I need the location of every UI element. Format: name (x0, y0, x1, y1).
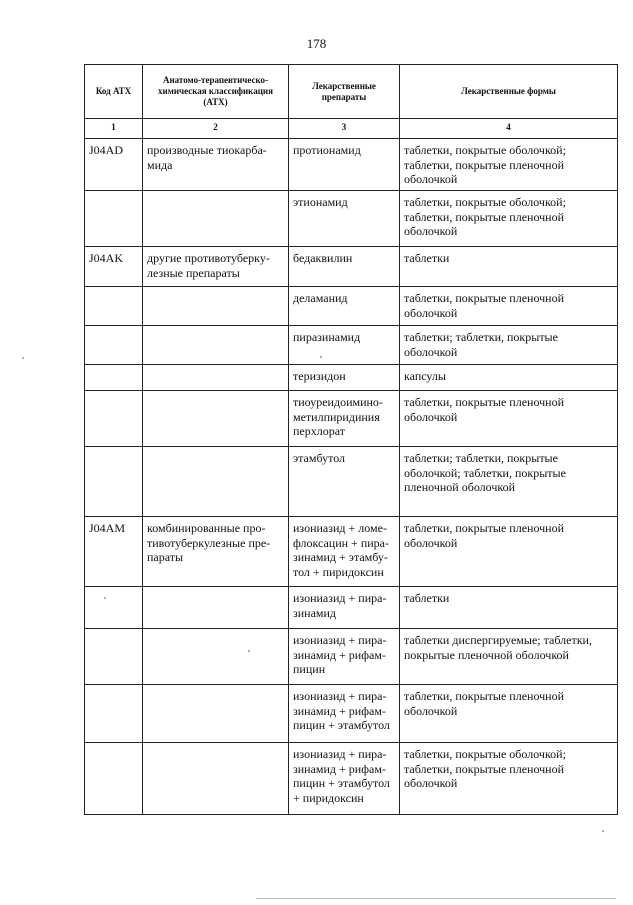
forms-cell: таблетки, покрытые пленочной оболочкой (400, 287, 618, 326)
scan-speck (22, 357, 24, 359)
table-row (85, 587, 618, 629)
drug-cell: этамбутол (289, 447, 400, 517)
atx-code-cell (85, 191, 143, 247)
drug-cell: протионамид (289, 139, 400, 191)
classification-cell (143, 629, 289, 685)
forms-cell: таблетки, покрытые оболочкой; таблетки, покрытые пленочной оболочкой (400, 743, 618, 815)
drug-cell: тиоуреидоимино-метилпиридиния перхлорат (289, 391, 400, 447)
forms-cell: таблетки (400, 247, 618, 287)
forms-cell: таблетки, покрытые пленочной оболочкой (400, 685, 618, 743)
column-number: 3 (289, 119, 400, 139)
classification-cell: другие противотуберку-лезные препараты (143, 247, 289, 287)
table-row (85, 743, 618, 815)
page-number: 178 (306, 36, 327, 51)
forms-cell: таблетки, покрытые оболочкой; таблетки, покрытые пленочной оболочкой (400, 139, 618, 191)
atx-code-cell (85, 447, 143, 517)
scan-speck (248, 650, 250, 652)
header-forms: Лекарственные формы (400, 65, 618, 119)
atx-code-cell (85, 326, 143, 365)
atx-code-cell (85, 287, 143, 326)
drug-cell: теризидон (289, 365, 400, 391)
scan-speck (104, 597, 106, 599)
scan-edge-line (256, 898, 616, 899)
drug-cell: изониазид + пира-зинамид + рифам-пицин + этамбутол (289, 685, 400, 743)
drug-cell: изониазид + пира-зинамид + рифам-пицин (289, 629, 400, 685)
forms-cell: капсулы (400, 365, 618, 391)
forms-cell: таблетки, покрытые пленочной оболочкой (400, 517, 618, 587)
atx-code-cell (85, 365, 143, 391)
table-row (85, 247, 618, 287)
classification-cell: комбинированные про-тивотуберкулезные пре-параты (143, 517, 289, 587)
drug-cell: изониазид + ломе-флоксацин + пира-зинамид + этамбу-тол + пиридоксин (289, 517, 400, 587)
scan-speck (602, 830, 604, 832)
atx-code-cell (85, 743, 143, 815)
column-number-row (85, 119, 618, 139)
classification-cell (143, 391, 289, 447)
atx-code-cell (85, 391, 143, 447)
classification-cell (143, 365, 289, 391)
classification-cell (143, 685, 289, 743)
table-row (85, 365, 618, 391)
forms-cell: таблетки; таблетки, покрытые оболочкой (400, 326, 618, 365)
table-row (85, 629, 618, 685)
table-row (85, 191, 618, 247)
forms-cell: таблетки диспергируемые; таблетки, покрытые пленочной оболочкой (400, 629, 618, 685)
atx-table (84, 64, 618, 815)
classification-cell (143, 447, 289, 517)
forms-cell: таблетки, покрытые оболочкой; таблетки, покрытые пленочной оболочкой (400, 191, 618, 247)
forms-cell: таблетки (400, 587, 618, 629)
classification-cell (143, 743, 289, 815)
atx-code-cell (85, 629, 143, 685)
header-drugs: Лекарственные препараты (289, 65, 400, 119)
classification-cell: производные тиокарба-мида (143, 139, 289, 191)
drug-cell: пиразинамид (289, 326, 400, 365)
table-row (85, 326, 618, 365)
atx-code-cell: J04AK (85, 247, 143, 287)
table-row (85, 447, 618, 517)
classification-cell (143, 191, 289, 247)
classification-cell (143, 326, 289, 365)
drug-cell: изониазид + пира-зинамид + рифам-пицин + этамбутол + пиридоксин (289, 743, 400, 815)
forms-cell: таблетки, покрытые пленочной оболочкой (400, 391, 618, 447)
classification-cell (143, 287, 289, 326)
header-code: Код АТХ (85, 65, 143, 119)
column-number: 2 (143, 119, 289, 139)
table-row (85, 287, 618, 326)
column-number: 1 (85, 119, 143, 139)
atx-code-cell (85, 685, 143, 743)
header-classification: Анатомо-терапевтическо-химическая классификация (АТХ) (143, 65, 289, 119)
atx-code-cell (85, 587, 143, 629)
table-row (85, 391, 618, 447)
drug-cell: этионамид (289, 191, 400, 247)
column-number: 4 (400, 119, 618, 139)
table-row (85, 685, 618, 743)
table-row (85, 517, 618, 587)
classification-cell (143, 587, 289, 629)
table-row (85, 139, 618, 191)
forms-cell: таблетки; таблетки, покрытые оболочкой; таблетки, покрытые пленочной оболочкой (400, 447, 618, 517)
table-header-row (85, 65, 618, 119)
atx-code-cell: J04AM (85, 517, 143, 587)
drug-cell: изониазид + пира-зинамид (289, 587, 400, 629)
scan-speck (320, 356, 322, 358)
drug-cell: деламанид (289, 287, 400, 326)
atx-code-cell: J04AD (85, 139, 143, 191)
drug-cell: бедаквилин (289, 247, 400, 287)
